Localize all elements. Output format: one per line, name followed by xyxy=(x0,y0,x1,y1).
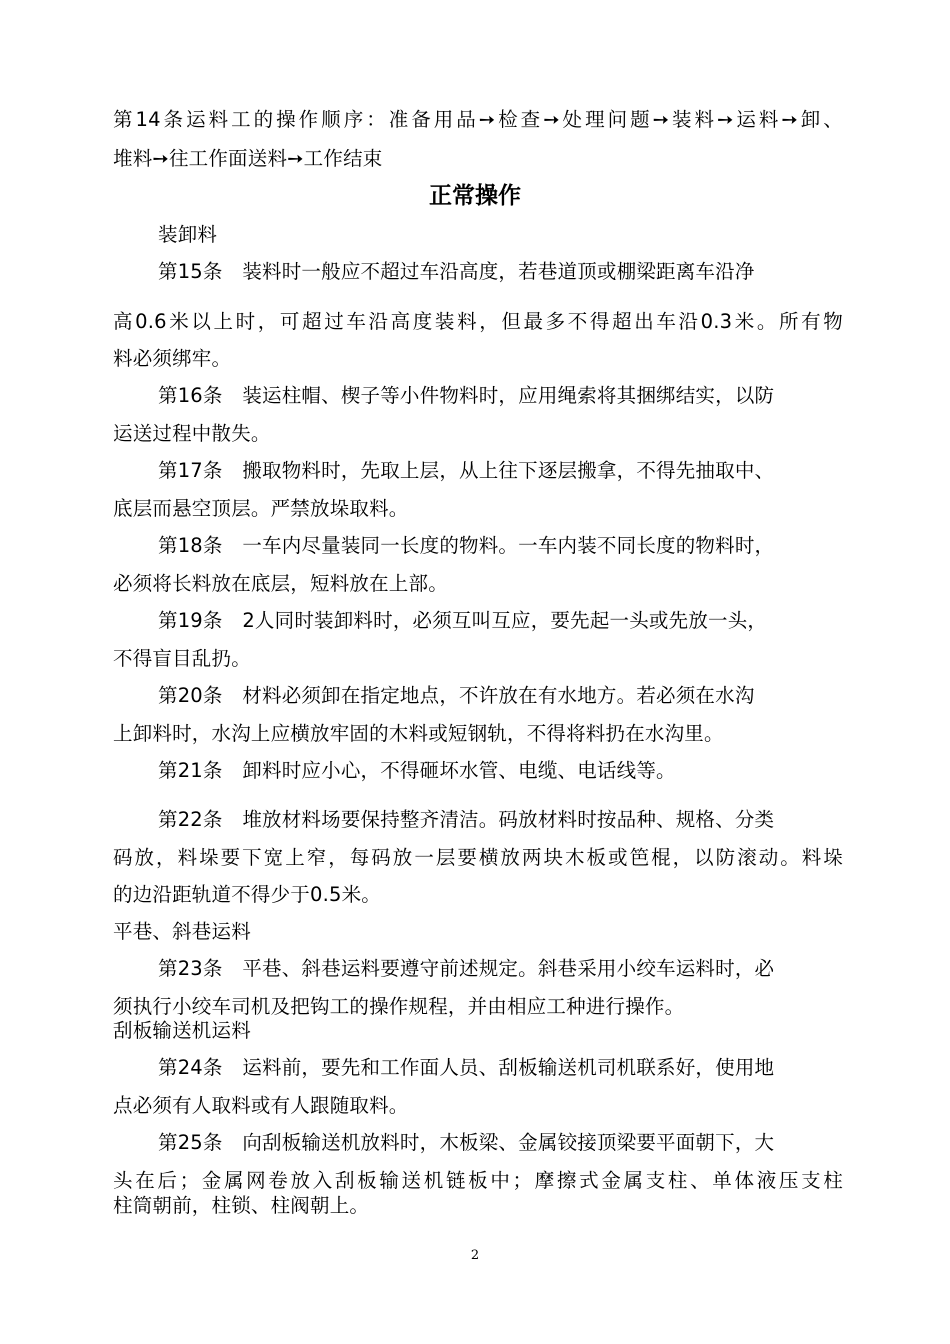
text-line: 须执行小绞车司机及把钩工的操作规程，并由相应工种进行操作。 xyxy=(113,995,685,1018)
text-line: 不得盲目乱扔。 xyxy=(113,647,251,670)
text-line: 柱筒朝前，柱锁、柱阀朝上。 xyxy=(113,1194,370,1217)
subsection-label: 平巷、斜巷运料 xyxy=(113,920,251,943)
text-line: 的边沿距轨道不得少于0.5米。 xyxy=(113,883,382,906)
text-line: 第17条 搬取物料时，先取上层，从上往下逐层搬拿，不得先抽取中、 xyxy=(158,459,775,482)
text-line: 堆料➙往工作面送料➙工作结束 xyxy=(113,147,383,170)
text-line: 第23条 平巷、斜巷运料要遵守前述规定。斜巷采用小绞车运料时，必 xyxy=(158,957,775,980)
text-line: 料必须绑牢。 xyxy=(113,347,232,370)
text-line: 运送过程中散失。 xyxy=(113,422,271,445)
text-line: 第14条运料工的操作顺序：准备用品➙检查➙处理问题➙装料➙运料➙卸、 xyxy=(113,108,843,131)
text-line: 码放，料垛要下宽上窄，每码放一层要横放两块木板或笆棍，以防滚动。料垛 xyxy=(113,846,843,869)
text-line: 第19条 2人同时装卸料时，必须互叫互应，要先起一头或先放一头， xyxy=(158,609,768,632)
text-line: 头在后；金属网卷放入刮板输送机链板中；摩擦式金属支柱、单体液压支柱 xyxy=(113,1169,843,1192)
text-line: 上卸料时，水沟上应横放牢固的木料或短钢轨，不得将料扔在水沟里。 xyxy=(113,722,724,745)
text-line: 点必须有人取料或有人跟随取料。 xyxy=(113,1094,409,1117)
section-heading: 正常操作 xyxy=(429,183,521,209)
text-line: 第22条 堆放材料场要保持整齐清洁。码放材料时按品种、规格、分类 xyxy=(158,808,775,831)
text-line: 高0.6米以上时，可超过车沿高度装料，但最多不得超出车沿0.3米。所有物 xyxy=(113,310,843,333)
text-line: 第16条 装运柱帽、楔子等小件物料时，应用绳索将其捆绑结实，以防 xyxy=(158,384,775,407)
subsection-label: 装卸料 xyxy=(158,223,218,246)
text-line: 第25条 向刮板输送机放料时，木板梁、金属铰接顶梁要平面朝下，大 xyxy=(158,1131,775,1154)
text-line: 第18条 一车内尽量装同一长度的物料。一车内装不同长度的物料时， xyxy=(158,534,775,557)
text-line: 第24条 运料前，要先和工作面人员、刮板输送机司机联系好，使用地 xyxy=(158,1056,775,1079)
text-line: 底层而悬空顶层。严禁放垛取料。 xyxy=(113,497,409,520)
text-line: 必须将长料放在底层，短料放在上部。 xyxy=(113,572,448,595)
text-line: 第21条 卸料时应小心，不得砸坏水管、电缆、电话线等。 xyxy=(158,759,676,782)
text-line: 第15条 装料时一般应不超过车沿高度，若巷道顶或棚梁距离车沿净 xyxy=(158,260,755,283)
subsection-label: 刮板输送机运料 xyxy=(113,1019,251,1042)
page-number: 2 xyxy=(470,1248,480,1263)
text-line: 第20条 材料必须卸在指定地点，不许放在有水地方。若必须在水沟 xyxy=(158,684,755,707)
